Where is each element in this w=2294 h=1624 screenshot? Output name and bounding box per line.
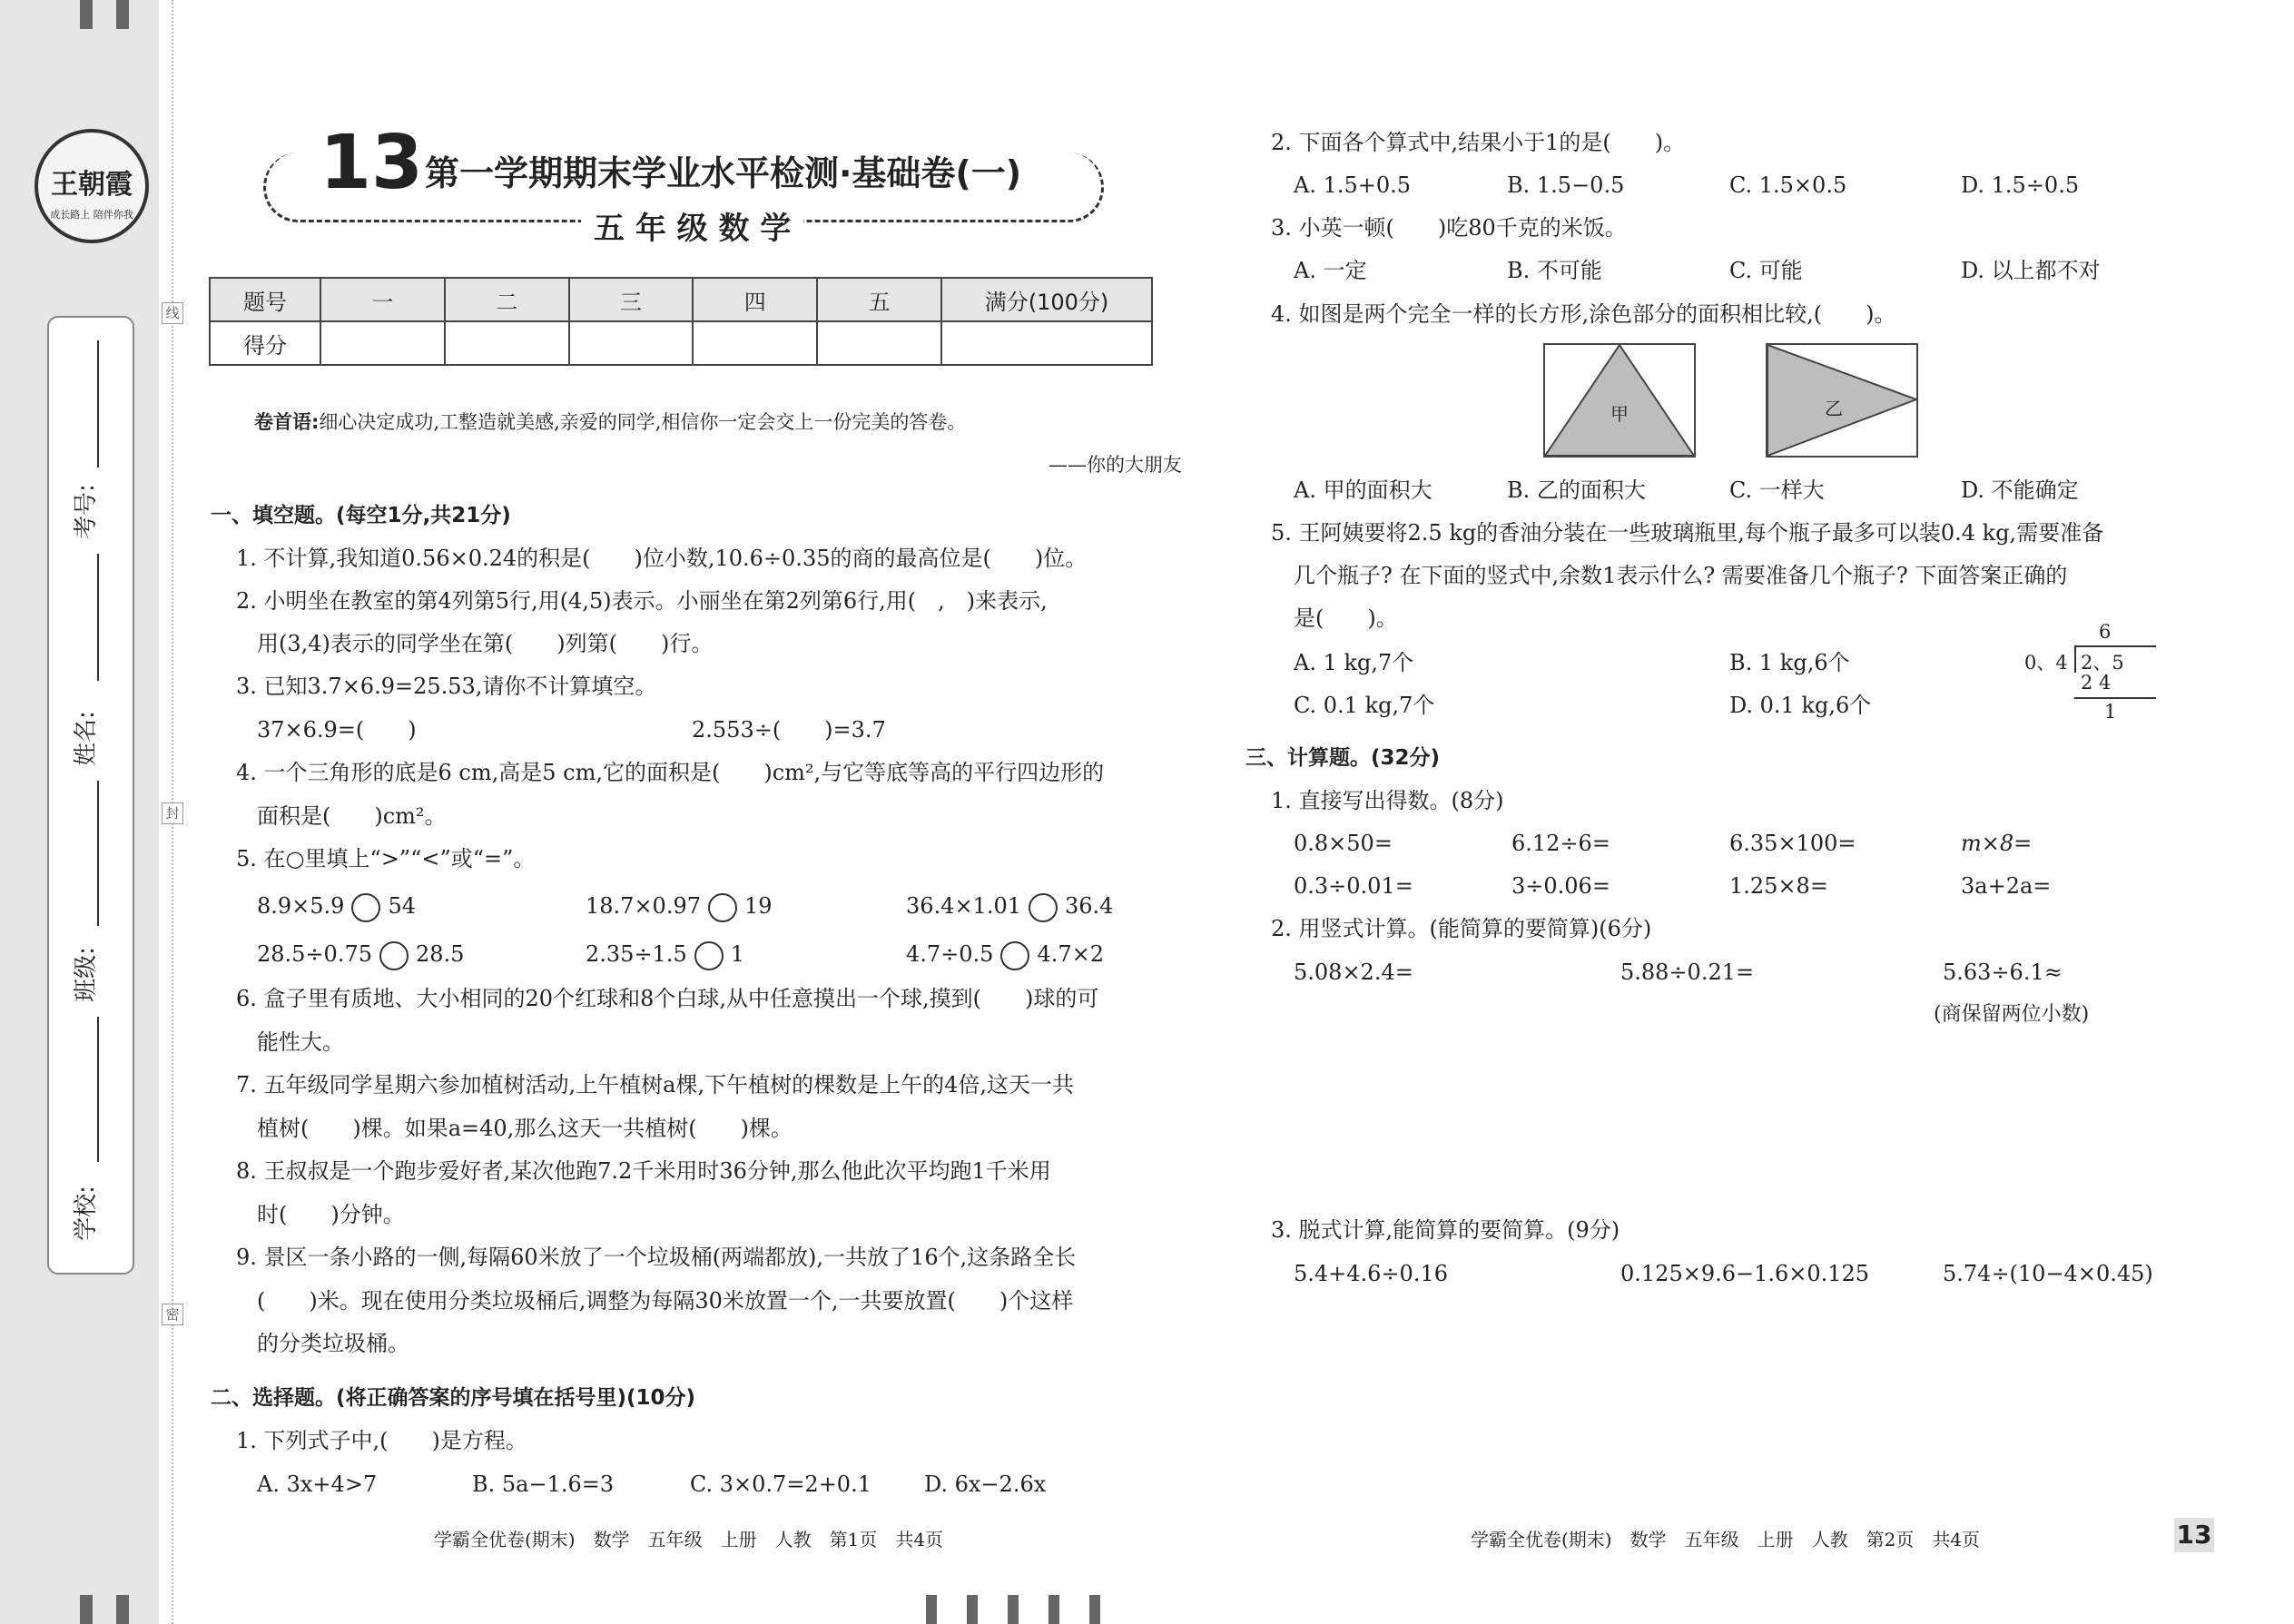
- figure-label-yi: 乙: [1825, 398, 1843, 419]
- s2-q5c: 是( )。: [1294, 605, 1398, 631]
- calc-item: 3÷0.06=: [1511, 873, 1610, 899]
- division-bar: [2074, 645, 2156, 647]
- section1-title: 一、填空题。(每空1分,共21分): [211, 504, 511, 527]
- compare-right: 4.7×2: [1037, 941, 1104, 967]
- stepwise-calc-item: 0.125×9.6−1.6×0.125: [1620, 1261, 1870, 1286]
- s1-q4a: 4. 一个三角形的底是6 cm,高是5 cm,它的面积是( )cm²,与它等底等高的平行四边形的: [236, 760, 1105, 785]
- s2-q1: 1. 下列式子中,( )是方程。: [236, 1428, 527, 1453]
- compare-left: 28.5÷0.75: [257, 941, 372, 967]
- s3-p2: 2. 用竖式计算。(能简算的要简算)(6分): [1271, 916, 1652, 941]
- score-cell[interactable]: [445, 321, 569, 365]
- division-remainder: 1: [2104, 701, 2117, 723]
- compare-circle[interactable]: [708, 893, 737, 922]
- preface: [254, 408, 966, 436]
- vertical-calc-item: 5.63÷6.1≈: [1943, 960, 2063, 985]
- compare-left: 4.7÷0.5: [906, 941, 994, 967]
- school-label: 学校:: [72, 1186, 100, 1241]
- s1-q6a: 6. 盒子里有质地、大小相同的20个红球和8个白球,从中任意摸出一个球,摸到( )球的可: [236, 986, 1099, 1011]
- preface-text: 细心决定成功,工整造就美感,亲爱的同学,相信你一定会交上一份完美的答卷。: [319, 411, 967, 433]
- section3-title: 三、计算题。(32分): [1245, 746, 1441, 770]
- score-cell[interactable]: [693, 321, 817, 365]
- compare-item: [257, 892, 416, 922]
- s2-q3-opt: A. 一定: [1294, 258, 1367, 283]
- s2-q1-opt: A. 3x+4>7: [257, 1471, 378, 1497]
- score-table: [209, 277, 1153, 366]
- s1-q2a: 2. 小明坐在教室的第4列第5行,用(4,5)表示。小丽坐在第2列第6行,用( , )来表示,: [236, 588, 1048, 614]
- division-product: 2 4: [2081, 672, 2112, 694]
- figure-label-jia: 甲: [1610, 403, 1629, 425]
- registration-mark: [80, 1595, 93, 1624]
- compare-right: 1: [730, 941, 744, 967]
- score-row-label: 得分: [210, 321, 320, 365]
- registration-mark: [967, 1595, 978, 1624]
- calc-item: 6.35×100=: [1729, 831, 1856, 856]
- score-header-cell: 满分(100分): [941, 278, 1152, 321]
- stepwise-calc-item: 5.4+4.6÷0.16: [1294, 1261, 1448, 1286]
- cut-mark-secret: 密: [162, 1304, 183, 1325]
- paper-number: 13: [320, 120, 424, 206]
- stepwise-calc-item: 5.74÷(10−4×0.45): [1943, 1261, 2153, 1286]
- exam-no-label: 考号:: [72, 484, 100, 539]
- name-label: 姓名:: [72, 711, 100, 766]
- score-header-cell: 二: [445, 278, 569, 321]
- s1-q3a: 37×6.9=( ): [257, 717, 417, 743]
- s1-q5: 5. 在○里填上“>”“<”或“=”。: [236, 846, 536, 871]
- paper-subtitle: 五 年 级 数 学: [581, 203, 803, 248]
- s2-q4-opt: A. 甲的面积大: [1294, 477, 1433, 503]
- compare-circle[interactable]: [1000, 941, 1029, 970]
- s2-q3: 3. 小英一顿( )吃80千克的米饭。: [1271, 215, 1627, 241]
- s2-q5-opt: B. 1 kg,6个: [1729, 650, 1850, 675]
- s2-q5a: 5. 王阿姨要将2.5 kg的香油分装在一些玻璃瓶里,每个瓶子最多可以装0.4 kg,需要准备: [1271, 520, 2104, 546]
- calc-item: m×8=: [1961, 831, 2033, 856]
- s1-q2b: 用(3,4)表示的同学坐在第( )列第( )行。: [257, 631, 714, 656]
- s2-q4: 4. 如图是两个完全一样的长方形,涂色部分的面积相比较,( )。: [1271, 301, 1896, 327]
- division-quotient: 6: [2099, 621, 2112, 643]
- rounding-note: (商保留两位小数): [1934, 1003, 2090, 1026]
- s2-q5-opt: C. 0.1 kg,7个: [1294, 693, 1435, 718]
- compare-item: [586, 940, 744, 970]
- s2-q1-opt: D. 6x−2.6x: [924, 1471, 1047, 1497]
- badge-motto-left: 成长路上: [50, 209, 91, 221]
- s1-q9a: 9. 景区一条小路的一侧,每隔60米放了一个垃圾桶(两端都放),一共放了16个,这条路全长: [236, 1245, 1077, 1270]
- badge-motto-right: 陪伴你我: [93, 209, 133, 221]
- footer-right: 学霸全优卷(期末) 数学 五年级 上册 人教 第2页 共4页: [1471, 1529, 1981, 1550]
- class-label: 班级:: [72, 947, 100, 1002]
- registration-mark: [1089, 1595, 1100, 1624]
- registration-mark: [926, 1595, 937, 1624]
- s1-q3b: 2.553÷( )=3.7: [692, 717, 886, 743]
- s1-q8b: 时( )分钟。: [257, 1202, 405, 1227]
- calc-item: 0.8×50=: [1294, 831, 1393, 856]
- s2-q5-opt: A. 1 kg,7个: [1294, 650, 1414, 675]
- compare-left: 36.4×1.01: [906, 893, 1021, 919]
- division-divisor: 0、4: [2024, 652, 2068, 674]
- footer-left: 学霸全优卷(期末) 数学 五年级 上册 人教 第1页 共4页: [434, 1529, 944, 1550]
- s2-q5-opt: D. 0.1 kg,6个: [1729, 693, 1872, 718]
- badge-text: 王朝霞: [51, 169, 133, 201]
- s2-q2-opt: C. 1.5×0.5: [1729, 172, 1847, 198]
- s2-q1-opt: B. 5a−1.6=3: [472, 1471, 615, 1497]
- s2-q3-opt: D. 以上都不对: [1961, 258, 2101, 283]
- score-cell[interactable]: [320, 321, 445, 365]
- compare-circle[interactable]: [694, 941, 724, 970]
- s2-q4-opt: D. 不能确定: [1961, 477, 2079, 503]
- s2-q2-opt: A. 1.5+0.5: [1294, 172, 1412, 198]
- cut-mark-seal: 封: [162, 802, 183, 824]
- name-line: [97, 554, 99, 681]
- s2-q1-opt: C. 3×0.7=2+0.1: [690, 1471, 871, 1497]
- vertical-calc-item: 5.88÷0.21=: [1620, 960, 1755, 985]
- compare-left: 2.35÷1.5: [586, 941, 687, 967]
- score-header-cell: 五: [817, 278, 941, 321]
- compare-left: 8.9×5.9: [257, 893, 345, 919]
- compare-right: 36.4: [1064, 893, 1114, 919]
- vertical-calc-item: 5.08×2.4=: [1294, 960, 1413, 985]
- s1-q9c: 的分类垃圾桶。: [257, 1331, 409, 1356]
- calc-item: 6.12÷6=: [1511, 831, 1610, 856]
- compare-circle[interactable]: [379, 941, 409, 970]
- calc-item: 0.3÷0.01=: [1294, 873, 1413, 899]
- compare-circle[interactable]: [351, 893, 380, 922]
- s1-q8a: 8. 王叔叔是一个跑步爱好者,某次他跑7.2千米用时36分钟,那么他此次平均跑1千米用: [236, 1158, 1051, 1184]
- registration-mark: [80, 0, 93, 29]
- s2-q2: 2. 下面各个算式中,结果小于1的是( )。: [1271, 130, 1686, 155]
- school-line: [97, 1017, 99, 1162]
- compare-right: 28.5: [415, 941, 465, 967]
- exam-no-line: [97, 340, 99, 468]
- publisher-badge: [34, 129, 149, 243]
- s1-q9b: ( )米。现在使用分类垃圾桶后,调整为每隔30米放置一个,一共要放置( )个这样: [257, 1288, 1074, 1314]
- division-bracket: [2074, 645, 2076, 673]
- score-header-cell: 四: [693, 278, 817, 321]
- score-cell[interactable]: [941, 321, 1152, 365]
- compare-right: 19: [743, 893, 773, 919]
- paper-title: 第一学期期末学业水平检测·基础卷(一): [425, 153, 1022, 193]
- compare-circle[interactable]: [1029, 893, 1058, 922]
- registration-mark: [1008, 1595, 1019, 1624]
- class-line: [97, 781, 99, 926]
- registration-mark: [116, 1595, 129, 1624]
- s2-q2-opt: B. 1.5−0.5: [1507, 172, 1625, 198]
- figure-rect-yi: [1766, 343, 1920, 459]
- s1-q1: 1. 不计算,我知道0.56×0.24的积是( )位小数,10.6÷0.35的商的最高位是( )位。: [236, 546, 1088, 571]
- s2-q3-opt: B. 不可能: [1507, 258, 1602, 283]
- s1-q7a: 7. 五年级同学星期六参加植树活动,上午植树a棵,下午植树的棵数是上午的4倍,这天一共: [236, 1072, 1074, 1097]
- s1-q6b: 能性大。: [257, 1029, 344, 1055]
- s2-q5b: 几个瓶子? 在下面的竖式中,余数1表示什么? 需要准备几个瓶子? 下面答案正确的: [1294, 563, 2068, 588]
- division-subtract-line: [2074, 697, 2156, 699]
- page-number-badge: 13: [2174, 1518, 2214, 1552]
- s3-p1: 1. 直接写出得数。(8分): [1271, 788, 1504, 813]
- calc-item: 3a+2a=: [1961, 873, 2052, 899]
- registration-mark: [116, 0, 129, 29]
- score-cell[interactable]: [817, 321, 941, 365]
- cut-mark-line: 线: [162, 302, 183, 324]
- s2-q2-opt: D. 1.5÷0.5: [1961, 172, 2080, 198]
- compare-item: [906, 892, 1113, 922]
- preface-label: 卷首语:: [254, 411, 320, 433]
- compare-left: 18.7×0.97: [586, 893, 701, 919]
- section2-title: 二、选择题。(将正确答案的序号填在括号里)(10分): [211, 1386, 696, 1410]
- s2-q4-opt: B. 乙的面积大: [1507, 477, 1646, 503]
- preface-signature: ——你的大朋友: [1049, 454, 1182, 476]
- compare-item: [257, 940, 464, 970]
- compare-item: [586, 892, 773, 922]
- s1-q4b: 面积是( )cm²。: [257, 803, 447, 829]
- s2-q3-opt: C. 可能: [1729, 258, 1803, 283]
- score-header-cell: 三: [569, 278, 694, 321]
- score-header-cell: 一: [320, 278, 445, 321]
- score-header-cell: 题号: [210, 278, 320, 321]
- s2-q4-opt: C. 一样大: [1729, 477, 1825, 503]
- score-cell[interactable]: [569, 321, 694, 365]
- s1-q3: 3. 已知3.7×6.9=25.53,请你不计算填空。: [236, 674, 657, 699]
- division-dividend: 2、5: [2081, 652, 2124, 674]
- registration-mark: [1049, 1595, 1059, 1624]
- compare-right: 54: [388, 893, 416, 919]
- s3-p3: 3. 脱式计算,能简算的要简算。(9分): [1271, 1217, 1620, 1243]
- s1-q7b: 植树( )棵。如果a=40,那么这天一共植树( )棵。: [257, 1116, 793, 1141]
- compare-item: [906, 940, 1104, 970]
- calc-item: 1.25×8=: [1729, 873, 1828, 899]
- student-info-box: [47, 316, 134, 1275]
